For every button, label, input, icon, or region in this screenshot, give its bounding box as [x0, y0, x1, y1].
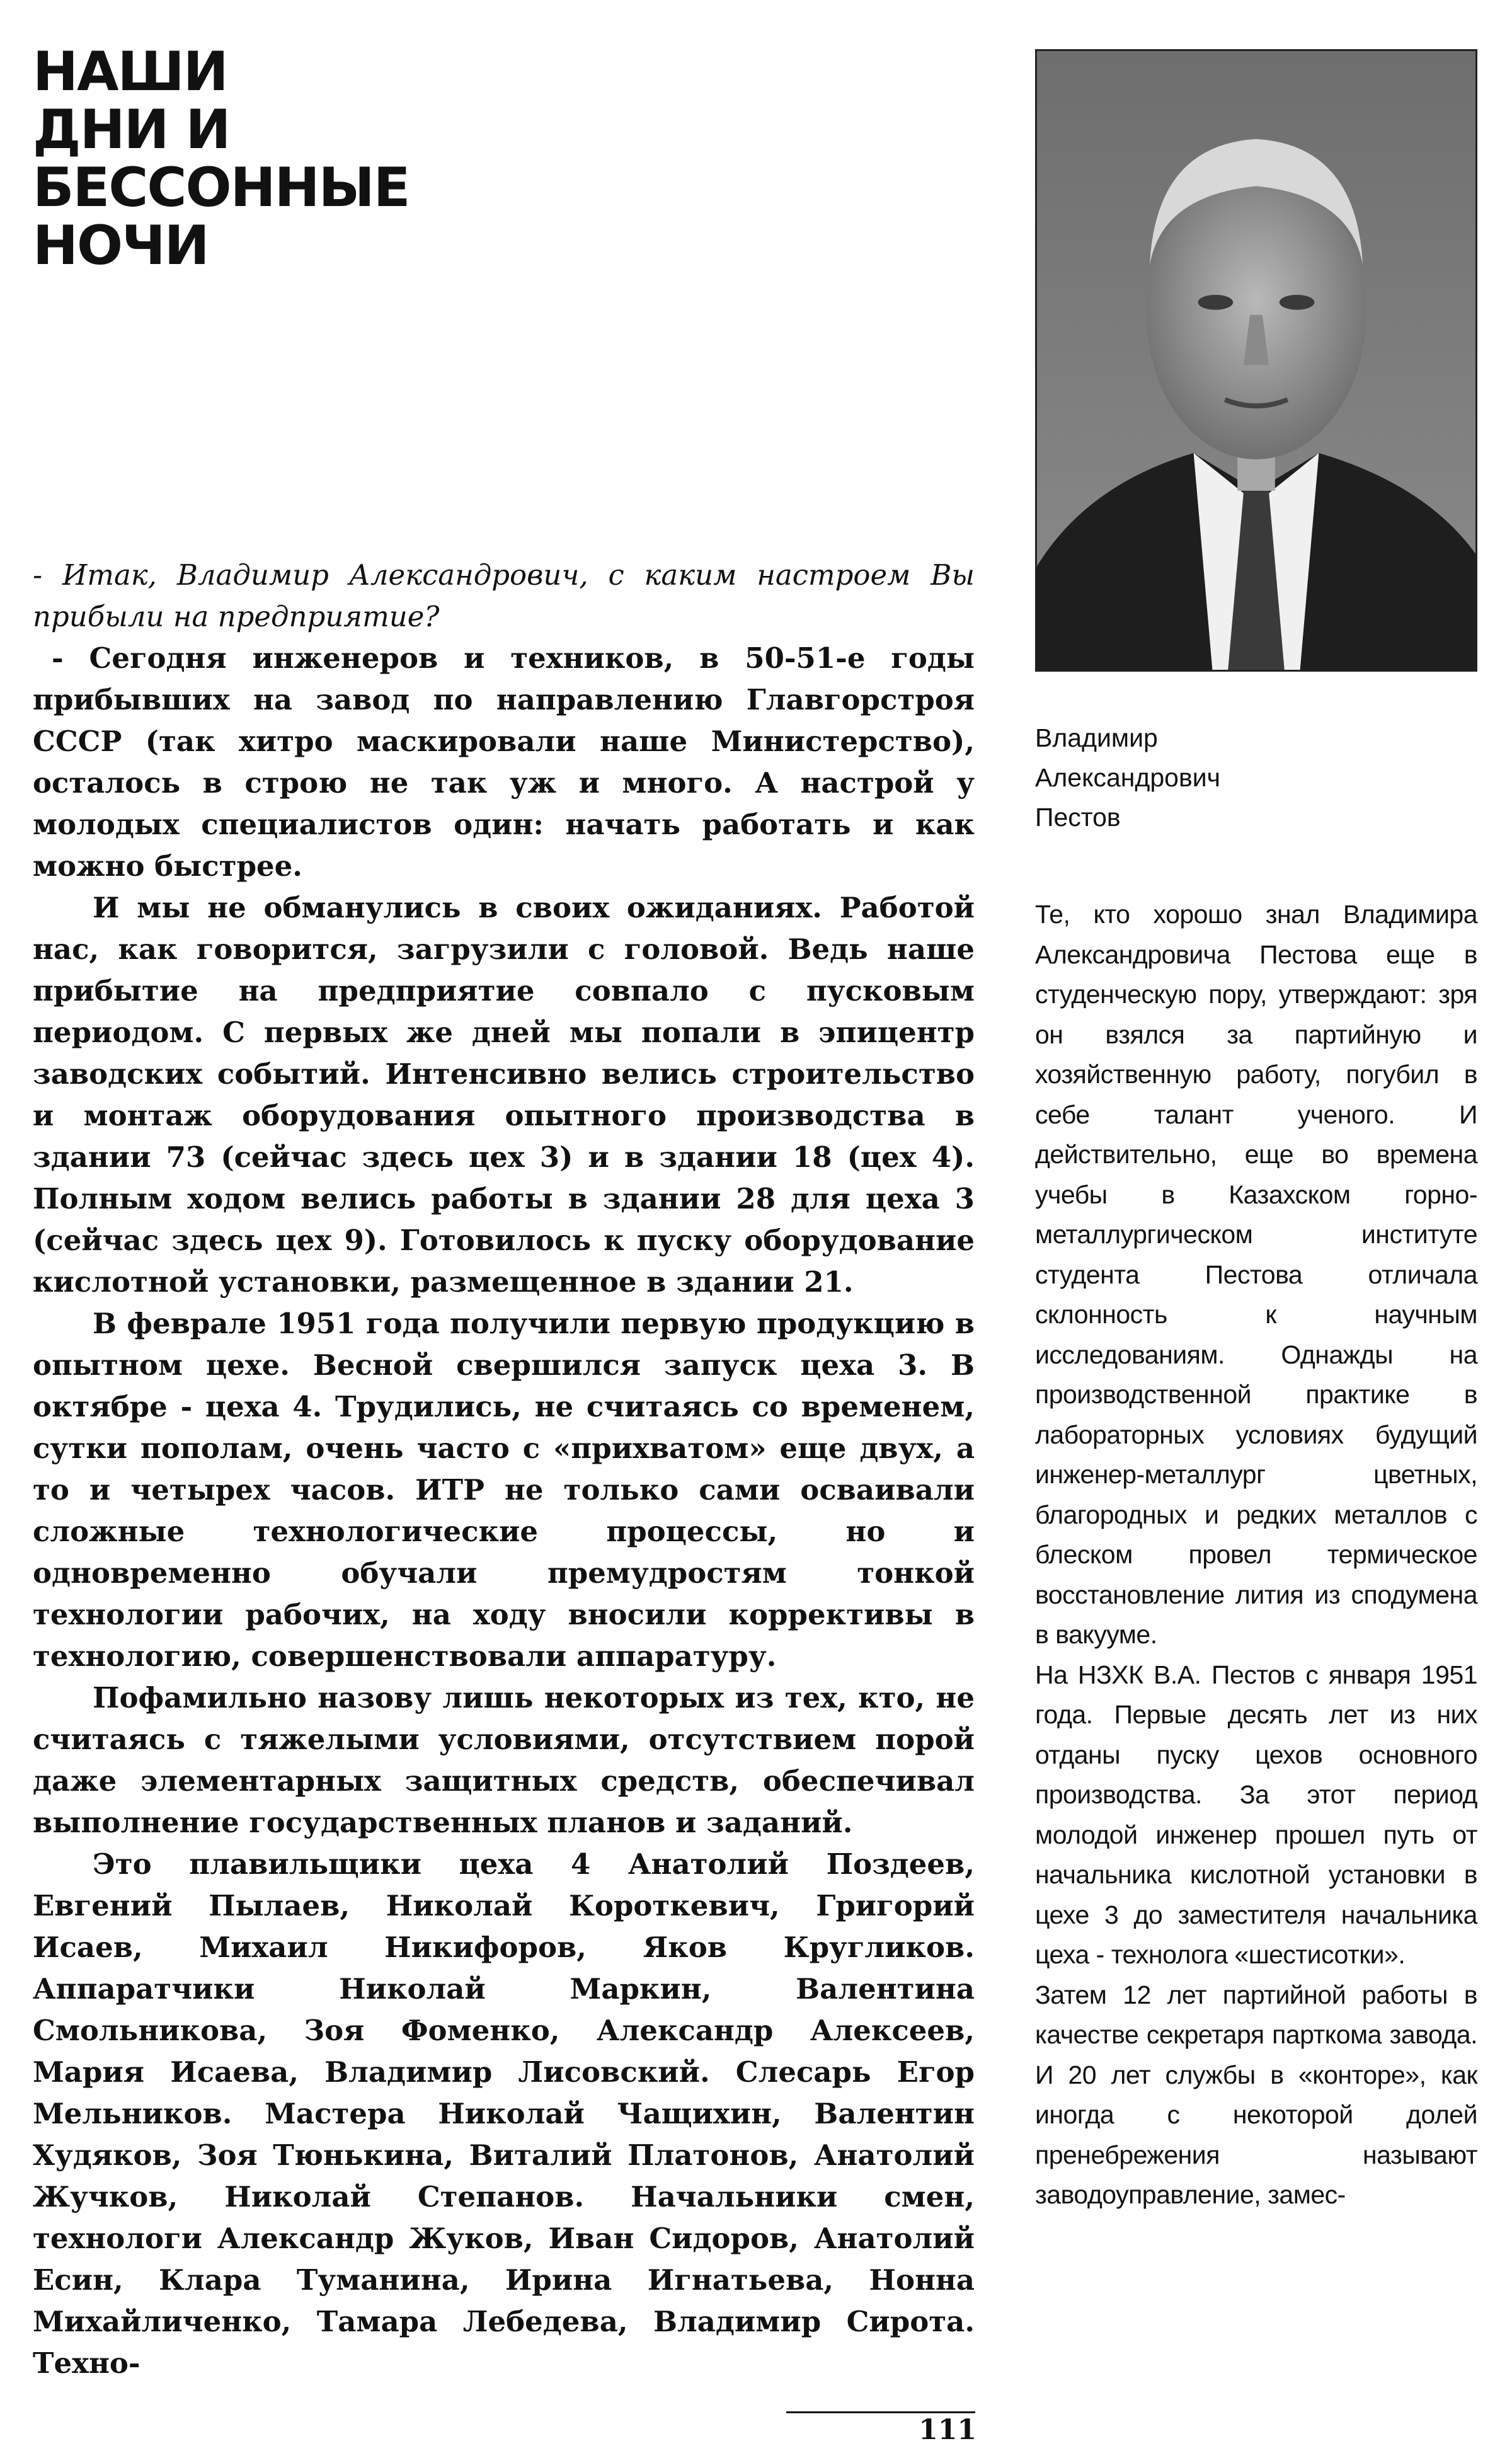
- page-title: [33, 40, 474, 277]
- caption-line: Александрович: [1035, 763, 1220, 792]
- sidebar-paragraph: На НЗХК В.А. Пестов с января 1951 года. Первые десять лет из них отданы пуску цехов основного производства. За этот период молодой инженер прошел путь от начальника кислотной установки в цехе 3 до заместителя начальника цеха - технолога «шестисотки».: [1035, 1660, 1477, 1969]
- portrait-photo: [1035, 49, 1477, 672]
- title-line: НАШИ: [33, 40, 227, 103]
- page-number: 111: [919, 2414, 976, 2446]
- title-line: ДНИ И: [33, 98, 230, 161]
- interview-question: - Итак, Владимир Александрович, с каким настроем Вы прибыли на предприятие?: [33, 558, 975, 633]
- photo-caption: [1035, 718, 1476, 837]
- main-article-text: [33, 554, 975, 2384]
- title-line: БЕССОННЫЕ: [33, 156, 410, 219]
- article-paragraph: И мы не обманулись в своих ожиданиях. Работой нас, как говорится, загрузили с головой. Ведь наше прибытие на предприятие совпало с пусковым периодом. С первых же дней мы попали в эпицентр заводских событий. Интенсивно велись строительство и монтаж оборудования опытного производства в здании 73 (сейчас здесь цех 3) и в здании 18 (цех 4). Полным ходом велись работы в здании 28 для цеха 3 (сейчас здесь цех 9). Готовилось к пуску оборудование кислотной установки, размещенное в здании 21.: [33, 891, 975, 1299]
- sidebar-biography: [1035, 895, 1477, 2215]
- portrait-image: [1037, 51, 1475, 670]
- sidebar-paragraph: Те, кто хорошо знал Владимира Александровича Пестова еще в студенческую пору, утверждают: зря он взялся за партийную и хозяйственную работу, погубил в себе талант ученого. И действительно, еще во времена учебы в Казахском горно-металлургическом институте студента Пестова отличала склонность к научным исследованиям. Однажды на производственной практике в лабораторных условиях будущий инженер-металлург цветных, благородных и редких металлов с блеском провел термическое восстановление лития из сподумена в вакууме.: [1035, 900, 1477, 1649]
- caption-line: Пестов: [1035, 803, 1121, 832]
- article-paragraph: Пофамильно назову лишь некоторых из тех, кто, не считаясь с тяжелыми условиями, отсутствием порой даже элементарных защитных средств, обеспечивал выполнение государственных планов и заданий.: [33, 1681, 975, 1839]
- caption-line: Владимир: [1035, 723, 1158, 752]
- article-paragraph: В феврале 1951 года получили первую продукцию в опытном цехе. Весной свершился запуск цеха 3. В октябре - цеха 4. Трудились, не считаясь со временем, сутки пополам, очень часто с «прихватом» еще двух, а то и четырех часов. ИТР не только сами осваивали сложные технологические процессы, но и одновременно обучали премудростям тонкой технологии рабочих, на ходу вносили коррективы в технологию, совершенствовали аппаратуру.: [33, 1307, 975, 1673]
- article-paragraph: - Сегодня инженеров и техников, в 50-51-е годы прибывших на завод по направлению Главгорстроя СССР (так хитро маскировали наше Министерство), осталось в строю не так уж и много. А настрой у молодых специалистов один: начать работать и как можно быстрее.: [33, 641, 975, 883]
- sidebar-paragraph: Затем 12 лет партийной работы в качестве секретаря парткома завода. И 20 лет службы в «конторе», как иногда с некоторой долей пренебрежения называют заводоуправление, замес-: [1035, 1980, 1477, 2209]
- article-paragraph: Это плавильщики цеха 4 Анатолий Поздеев, Евгений Пылаев, Николай Короткевич, Григорий Исаев, Михаил Никифоров, Яков Кругликов. Аппаратчики Николай Маркин, Валентина Смольникова, Зоя Фоменко, Александр Алексеев, Мария Исаева, Владимир Лисовский. Слесарь Егор Мельников. Мастера Николай Чащихин, Валентин Худяков, Зоя Тюнькина, Виталий Платонов, Анатолий Жучков, Николай Степанов. Начальники смен, технологи Александр Жуков, Иван Сидоров, Анатолий Есин, Клара Туманина, Ирина Игнатьева, Нонна Михайличенко, Тамара Лебедева, Владимир Сирота. Техно-: [33, 1847, 975, 2380]
- title-line: НОЧИ: [33, 214, 209, 277]
- footer-rule: [786, 2411, 975, 2413]
